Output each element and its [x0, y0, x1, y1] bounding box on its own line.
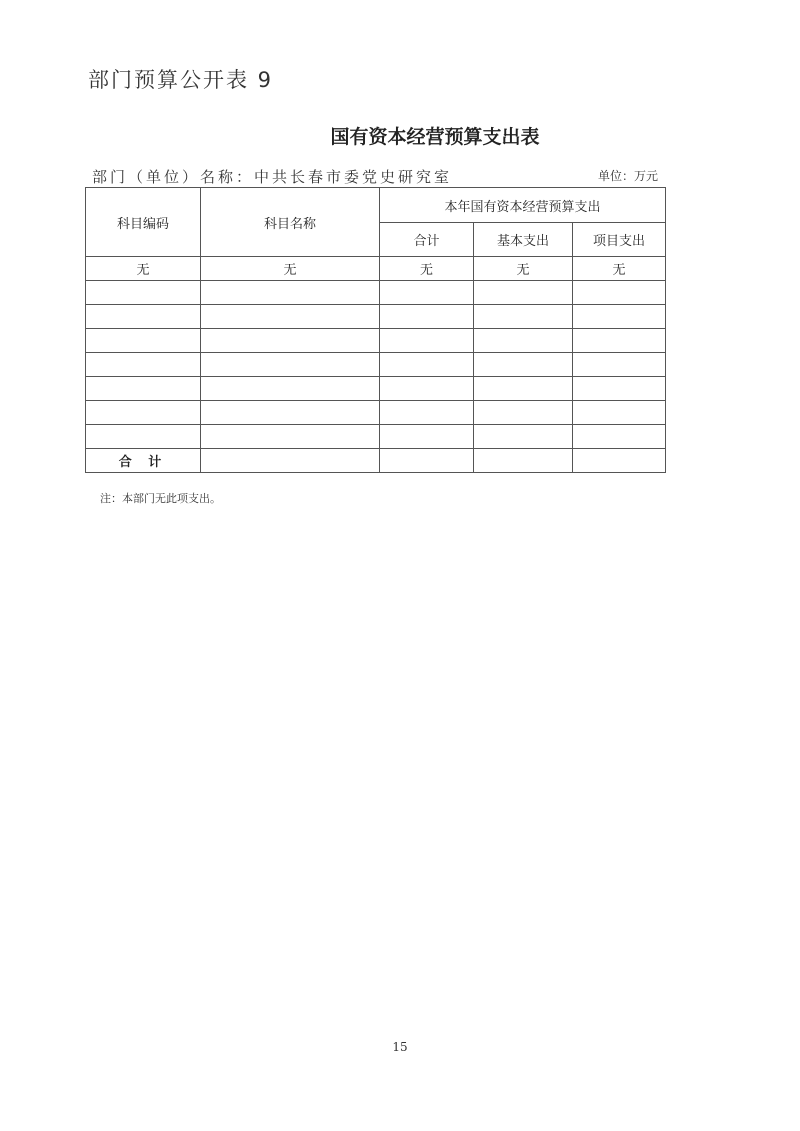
table-cell	[86, 401, 201, 425]
table-cell: 无	[380, 257, 474, 281]
table-row	[86, 305, 666, 329]
table-cell	[474, 305, 573, 329]
table-cell	[86, 281, 201, 305]
table-row	[86, 353, 666, 377]
header-expenditure-group: 本年国有资本经营预算支出	[380, 188, 666, 223]
table-cell: 无	[573, 257, 666, 281]
table-cell	[573, 281, 666, 305]
table-cell	[201, 353, 380, 377]
table-cell	[474, 353, 573, 377]
table-cell	[86, 353, 201, 377]
table-row	[86, 377, 666, 401]
table-row	[86, 281, 666, 305]
table-cell	[380, 281, 474, 305]
table-cell	[86, 425, 201, 449]
table-cell	[380, 401, 474, 425]
table-cell	[573, 353, 666, 377]
table-cell	[86, 329, 201, 353]
table-row	[86, 329, 666, 353]
header-basic-expenditure: 基本支出	[474, 223, 573, 257]
table-cell	[474, 425, 573, 449]
header-subject-code: 科目编码	[86, 188, 201, 257]
table-cell	[201, 329, 380, 353]
table-cell	[474, 329, 573, 353]
table-cell	[380, 377, 474, 401]
header-total: 合计	[380, 223, 474, 257]
page-title: 国有资本经营预算支出表	[330, 126, 540, 148]
table-cell: 无	[201, 257, 380, 281]
table-cell	[573, 329, 666, 353]
table-cell	[201, 281, 380, 305]
table-cell	[573, 305, 666, 329]
unit-label: 单位：万元	[597, 169, 658, 183]
table-cell	[380, 305, 474, 329]
table-cell	[86, 305, 201, 329]
department-name-line: 部门（单位）名称：中共长春市委党史研究室	[92, 168, 453, 186]
table-cell	[380, 449, 474, 473]
budget-table	[85, 187, 666, 473]
table-cell	[573, 401, 666, 425]
table-cell: 无	[474, 257, 573, 281]
table-cell	[201, 425, 380, 449]
table-cell	[201, 401, 380, 425]
header-project-expenditure: 项目支出	[573, 223, 666, 257]
footnote: 注：本部门无此项支出。	[100, 492, 221, 505]
table-cell	[86, 377, 201, 401]
table-cell	[474, 449, 573, 473]
table-cell	[380, 329, 474, 353]
table-cell	[573, 425, 666, 449]
table-cell	[474, 377, 573, 401]
table-cell	[380, 353, 474, 377]
header-subject-name: 科目名称	[201, 188, 380, 257]
table-cell	[201, 449, 380, 473]
total-label: 合 计	[86, 449, 201, 473]
page-number: 15	[392, 1040, 408, 1054]
table-cell	[573, 377, 666, 401]
table-cell: 无	[86, 257, 201, 281]
table-total-row	[86, 449, 666, 473]
table-row	[86, 257, 666, 281]
table-cell	[573, 449, 666, 473]
document-number-label: 部门预算公开表 9	[88, 68, 274, 92]
table-cell	[474, 401, 573, 425]
table-cell	[201, 377, 380, 401]
table-cell	[380, 425, 474, 449]
table-cell	[201, 305, 380, 329]
table-row	[86, 425, 666, 449]
table-row	[86, 401, 666, 425]
table-cell	[474, 281, 573, 305]
